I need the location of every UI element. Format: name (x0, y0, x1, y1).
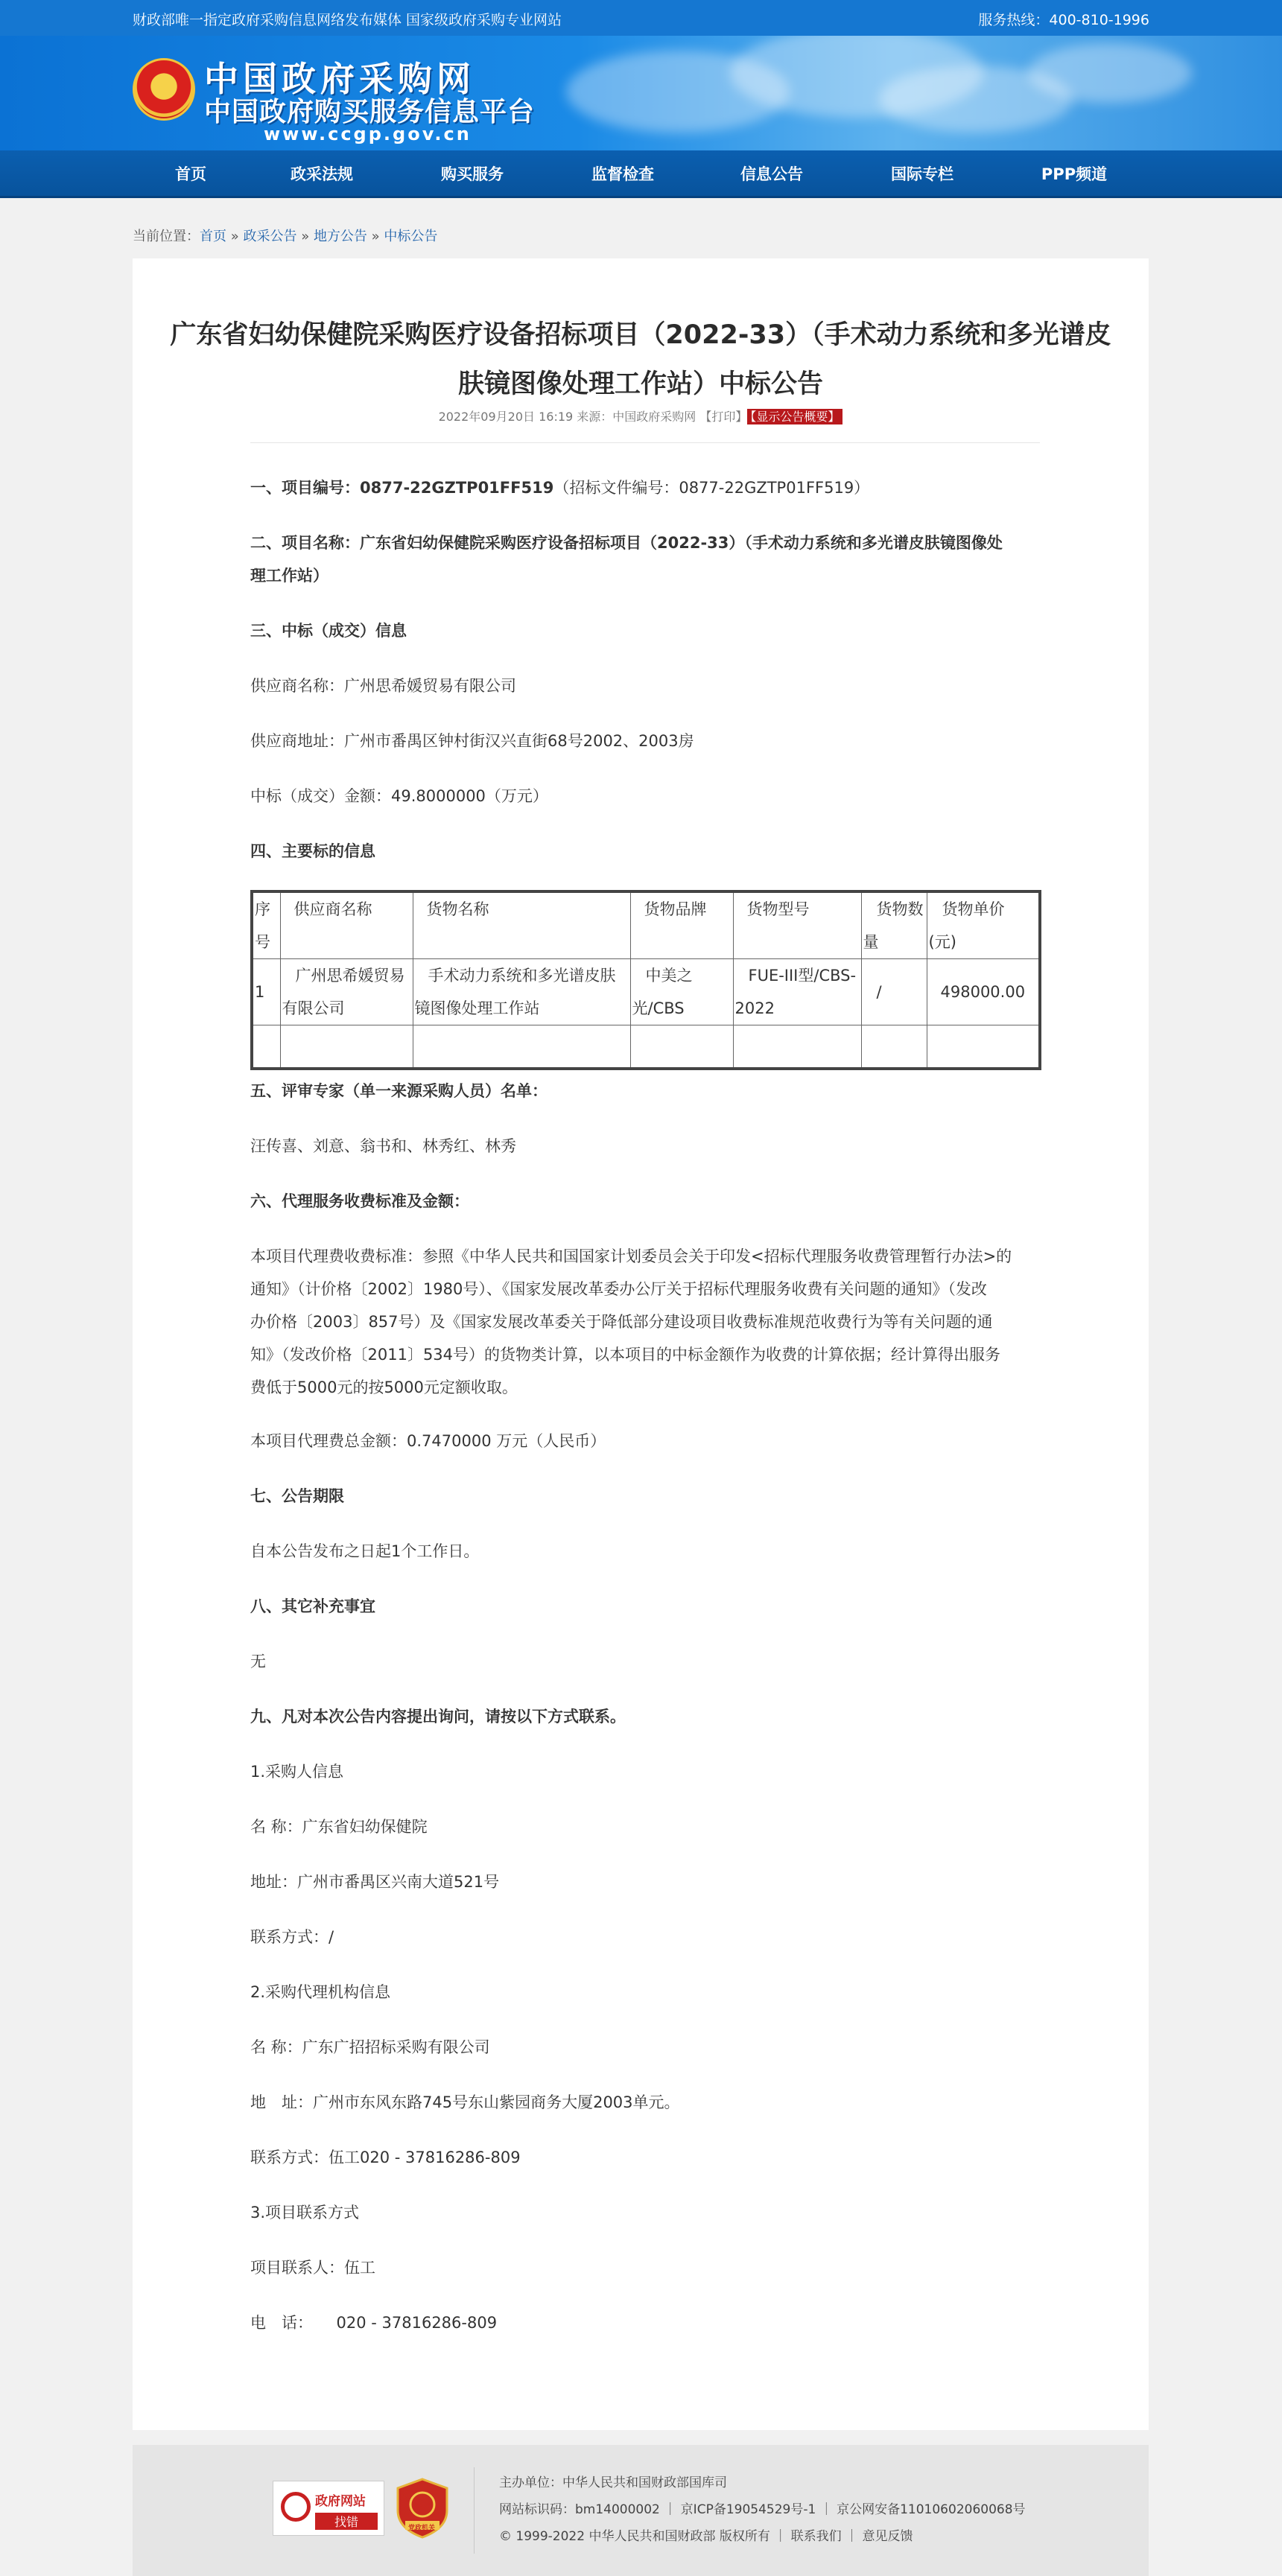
cell-text: FUE-III型/CBS- (748, 967, 857, 985)
table-row-empty (252, 1025, 1040, 1069)
site-header (0, 36, 1282, 150)
breadcrumb (133, 226, 437, 245)
empty-cell (861, 1025, 927, 1069)
empty-cell (413, 1025, 630, 1069)
empty-cell (252, 1025, 280, 1069)
notice-period: 自本公告发布之日起1个工作日。 (250, 1542, 480, 1560)
nav-item-ppp[interactable]: PPP频道 (1041, 165, 1108, 183)
nav-item-supervision[interactable]: 监督检查 (591, 165, 654, 183)
buyer-contact: 联系方式：/ (250, 1928, 334, 1946)
table-header-row (252, 891, 1040, 959)
breadcrumb-separator: » (296, 229, 314, 244)
section-contact: 九、凡对本次公告内容提出询问，请按以下方式联系。 (250, 1708, 626, 1726)
page-title-line: 广东省妇幼保健院采购医疗设备招标项目（2022-33）（手术动力系统和多光谱皮 (170, 320, 1111, 350)
article-source: 来源：中国政府采购网 (577, 410, 696, 424)
fee-line: 本项目代理费收费标准：参照《中华人民共和国国家计划委员会关于印发<招标代理服务收费管理暂行办法>的 (250, 1247, 1012, 1265)
agency-contact: 联系方式：伍工020 - 37816286-809 (250, 2149, 521, 2166)
cell-text: 手术动力系统和多光谱皮肤 (428, 967, 616, 985)
fee-total: 本项目代理费总金额：0.7470000 万元（人民币） (250, 1432, 606, 1450)
project-contact-person: 项目联系人：伍工 (250, 2259, 375, 2277)
section-notice-period: 七、公告期限 (250, 1487, 344, 1505)
table-header-cell (630, 891, 733, 959)
page-title (133, 311, 1149, 409)
project-number: 一、项目编号：0877-22GZTP01FF519 (250, 479, 554, 497)
section-project-number (250, 471, 1040, 504)
article-meta (133, 407, 1149, 424)
empty-cell (280, 1025, 413, 1069)
section-agency-fee: 六、代理服务收费标准及金额： (250, 1192, 469, 1210)
party-government-badge[interactable] (395, 2478, 450, 2539)
row-supplier (280, 959, 413, 1025)
empty-cell (927, 1025, 1040, 1069)
footer-host: 主办单位：中华人民共和国财政部国库司 (499, 2475, 727, 2490)
site-logo[interactable] (133, 52, 536, 144)
row-quantity: / (861, 959, 927, 1025)
fee-line: 通知》（计价格〔2002〕1980号）、《国家发展改革委办公厅关于招标代理服务收费有关问题的通知》（发改 (250, 1280, 987, 1298)
logo-title: 中国政府采购网 (204, 59, 475, 99)
logo-url: www.ccgp.gov.cn (264, 124, 472, 144)
article-card (133, 258, 1149, 2430)
header-text: 序 (255, 900, 270, 918)
bid-amount: 中标（成交）金额：49.8000000（万元） (250, 787, 548, 805)
agency-info-title: 2.采购代理机构信息 (250, 1983, 391, 2001)
row-brand (630, 959, 733, 1025)
page-title-line: 肤镜图像处理工作站）中标公告 (457, 369, 823, 399)
badge-text: 政府网站 (315, 2494, 366, 2509)
buyer-info-title: 1.采购人信息 (250, 1763, 344, 1781)
buyer-address: 地址：广州市番禺区兴南大道521号 (250, 1873, 500, 1891)
logo-subtitle: 中国政府购买服务信息平台 (204, 97, 536, 127)
breadcrumb-prefix: 当前位置： (133, 229, 200, 244)
publish-date: 2022年09月20日 16:19 (438, 410, 574, 424)
row-goods (413, 959, 630, 1025)
top-bar (0, 0, 1282, 36)
header-text: 货物型号 (746, 900, 810, 918)
website-error-report-badge[interactable] (273, 2481, 384, 2536)
supplier-address: 供应商地址：广州市番禺区钟村街汉兴直街68号2002、2003房 (250, 732, 694, 750)
title-divider (250, 442, 1040, 443)
tender-doc-number: （招标文件编号：0877-22GZTP01FF519） (553, 479, 870, 497)
fee-line: 费低于5000元的按5000元定额收取。 (250, 1378, 518, 1396)
section-experts: 五、评审专家（单一来源采购人员）名单： (250, 1082, 548, 1100)
footer-divider (474, 2467, 475, 2554)
breadcrumb-announcements[interactable]: 政采公告 (243, 229, 297, 244)
table-row (252, 959, 1040, 1025)
experts-list: 汪传喜、刘意、翁书和、林秀红、林秀 (250, 1137, 516, 1155)
section-other-matters: 八、其它补充事宜 (250, 1597, 375, 1615)
section-award-info: 三、中标（成交）信息 (250, 622, 407, 640)
other-matters: 无 (250, 1653, 266, 1670)
table-header-cell (252, 891, 280, 959)
nav-item-purchase-services[interactable]: 购买服务 (441, 165, 504, 183)
header-text: 量 (863, 933, 879, 951)
service-hotline: 服务热线：400-810-1996 (978, 12, 1149, 28)
row-number: 1 (252, 959, 280, 1025)
top-bar-slogan: 财政部唯一指定政府采购信息网络发布媒体 国家级政府采购专业网站 (133, 12, 562, 28)
supplier-name: 供应商名称：广州思希媛贸易有限公司 (250, 677, 516, 695)
header-text: (元) (928, 933, 956, 951)
project-name-line: 二、项目名称：广东省妇幼保健院采购医疗设备招标项目（2022-33）（手术动力系统和多光谱皮肤镜图像处 (250, 534, 1003, 552)
agency-address: 地 址：广州市东风东路745号东山紫园商务大厦2003单元。 (250, 2093, 680, 2111)
cell-text: 镜图像处理工作站 (414, 999, 540, 1017)
site-footer (133, 2445, 1149, 2576)
badge-text: 找错 (315, 2513, 378, 2530)
project-contact-phone: 电 话： 020 - 37816286-809 (250, 2314, 498, 2332)
magnifier-icon (281, 2492, 311, 2522)
header-text: 货物数 (876, 900, 924, 918)
header-text: 号 (255, 933, 270, 951)
main-items-table (250, 890, 1041, 1070)
breadcrumb-separator: » (226, 229, 244, 244)
cell-text: 中美之 (645, 967, 693, 985)
project-contact-title: 3.项目联系方式 (250, 2204, 360, 2222)
header-text: 货物品牌 (644, 900, 707, 918)
breadcrumb-local[interactable]: 地方公告 (313, 229, 367, 244)
cell-text: 有限公司 (282, 999, 345, 1017)
buyer-name: 名 称：广东省妇幼保健院 (250, 1818, 428, 1836)
breadcrumb-award[interactable]: 中标公告 (384, 229, 438, 244)
party-government-badge-text: 党政机关 (408, 2525, 436, 2532)
breadcrumb-home[interactable]: 首页 (200, 229, 226, 244)
table-header-cell (861, 891, 927, 959)
main-nav (0, 150, 1282, 198)
national-emblem-icon: ★ (133, 58, 195, 121)
section-project-name (250, 527, 1040, 592)
fee-standard (250, 1240, 1040, 1404)
show-summary-button[interactable]: 【显示公告概要】 (747, 409, 842, 424)
row-unit-price: 498000.00 (927, 959, 1040, 1025)
empty-cell (733, 1025, 861, 1069)
header-text: 货物单价 (942, 900, 1005, 918)
footer-registration: 网站标识码：bm14000002 ｜ 京ICP备19054529号-1 ｜ 京公网安备11010602060068号 (499, 2502, 1026, 2517)
project-name-line: 理工作站） (250, 567, 329, 585)
empty-cell (630, 1025, 733, 1069)
cell-text: 广州思希媛贸易 (295, 967, 405, 985)
nav-item-international[interactable]: 国际专栏 (891, 165, 953, 183)
fee-line: 办价格〔2003〕857号）及《国家发展改革委关于降低部分建设项目收费标准规范收费行为等有关问题的通 (250, 1313, 993, 1331)
cell-text: 光/CBS (632, 999, 685, 1017)
nav-item-home[interactable]: 首页 (175, 165, 206, 183)
header-text: 供应商名称 (293, 900, 372, 918)
print-link[interactable]: 【打印】 (699, 410, 748, 424)
section-main-items: 四、主要标的信息 (250, 842, 375, 860)
agency-name: 名 称：广东广招招标采购有限公司 (250, 2038, 490, 2056)
breadcrumb-separator: » (366, 229, 384, 244)
fee-line: 知》（发改价格〔2011〕534号）的货物类计算，以本项目的中标金额作为收费的计算依据；经计算得出服务 (250, 1346, 1001, 1364)
nav-item-announcements[interactable]: 信息公告 (740, 165, 803, 183)
table-header-cell (280, 891, 413, 959)
nav-item-regulations[interactable]: 政采法规 (291, 165, 353, 183)
cell-text: 2022 (734, 999, 775, 1017)
table-header-cell (927, 891, 1040, 959)
row-model (733, 959, 861, 1025)
table-header-cell (733, 891, 861, 959)
table-header-cell (413, 891, 630, 959)
header-cloud (1028, 43, 1192, 103)
footer-copyright: © 1999-2022 中华人民共和国财政部 版权所有 ｜ 联系我们 ｜ 意见反馈 (499, 2529, 913, 2544)
header-text: 货物名称 (426, 900, 489, 918)
